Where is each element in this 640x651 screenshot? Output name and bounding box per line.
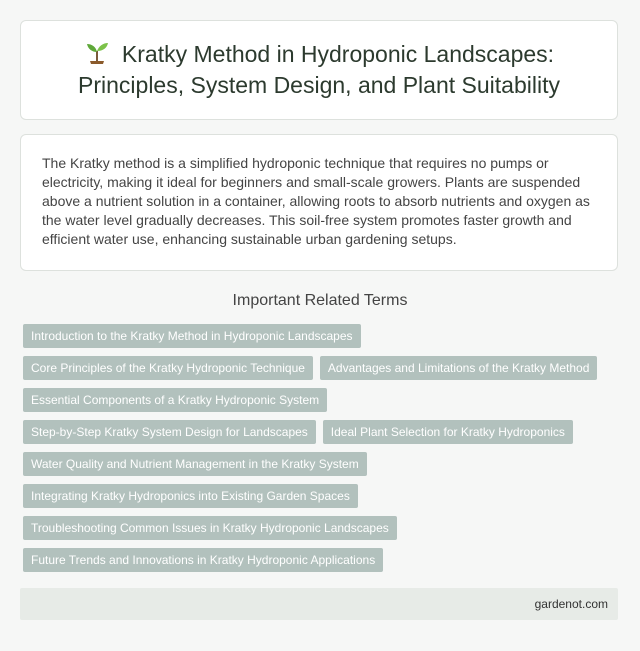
footer — [20, 588, 618, 620]
intro-card — [20, 134, 618, 271]
tag-row — [23, 420, 623, 444]
related-term-tag[interactable]: Integrating Kratky Hydroponics into Existing Garden Spaces — [23, 484, 358, 508]
title-card — [20, 20, 618, 120]
tag-row — [23, 548, 623, 572]
intro-paragraph: The Kratky method is a simplified hydroponic technique that requires no pumps or electricity, making it ideal for beginners and small-scale growers. Plants are suspended above a nutrient solution in a container, allowing roots to absorb nutrients and oxygen as the water level gradually decreases. This soil-free system promotes faster growth and efficient water use, enhancing sustainable urban gardening setups. — [42, 155, 590, 247]
tag-row — [23, 516, 623, 540]
related-terms-list — [23, 324, 623, 580]
related-term-tag[interactable]: Essential Components of a Kratky Hydroponic System — [23, 388, 327, 412]
related-term-tag[interactable]: Water Quality and Nutrient Management in the Kratky System — [23, 452, 367, 476]
footer-site-link[interactable]: gardenot.com — [534, 597, 608, 611]
tag-row — [23, 388, 623, 412]
related-term-tag[interactable]: Step-by-Step Kratky System Design for Landscapes — [23, 420, 316, 444]
page-title-text: Kratky Method in Hydroponic Landscapes: Principles, System Design, and Plant Suitability — [78, 41, 560, 98]
related-term-tag[interactable]: Future Trends and Innovations in Kratky Hydroponic Applications — [23, 548, 383, 572]
tag-row — [23, 324, 623, 348]
related-term-tag[interactable]: Troubleshooting Common Issues in Kratky Hydroponic Landscapes — [23, 516, 397, 540]
tag-row — [23, 452, 623, 476]
related-term-tag[interactable]: Introduction to the Kratky Method in Hydroponic Landscapes — [23, 324, 361, 348]
seedling-icon — [84, 39, 110, 65]
tag-row — [23, 356, 623, 380]
related-term-tag[interactable]: Ideal Plant Selection for Kratky Hydroponics — [323, 420, 573, 444]
tag-row — [23, 484, 623, 508]
page-title — [21, 39, 617, 101]
related-term-tag[interactable]: Advantages and Limitations of the Kratky Method — [320, 356, 598, 380]
related-terms-heading: Important Related Terms — [232, 292, 408, 309]
related-term-tag[interactable]: Core Principles of the Kratky Hydroponic Technique — [23, 356, 313, 380]
